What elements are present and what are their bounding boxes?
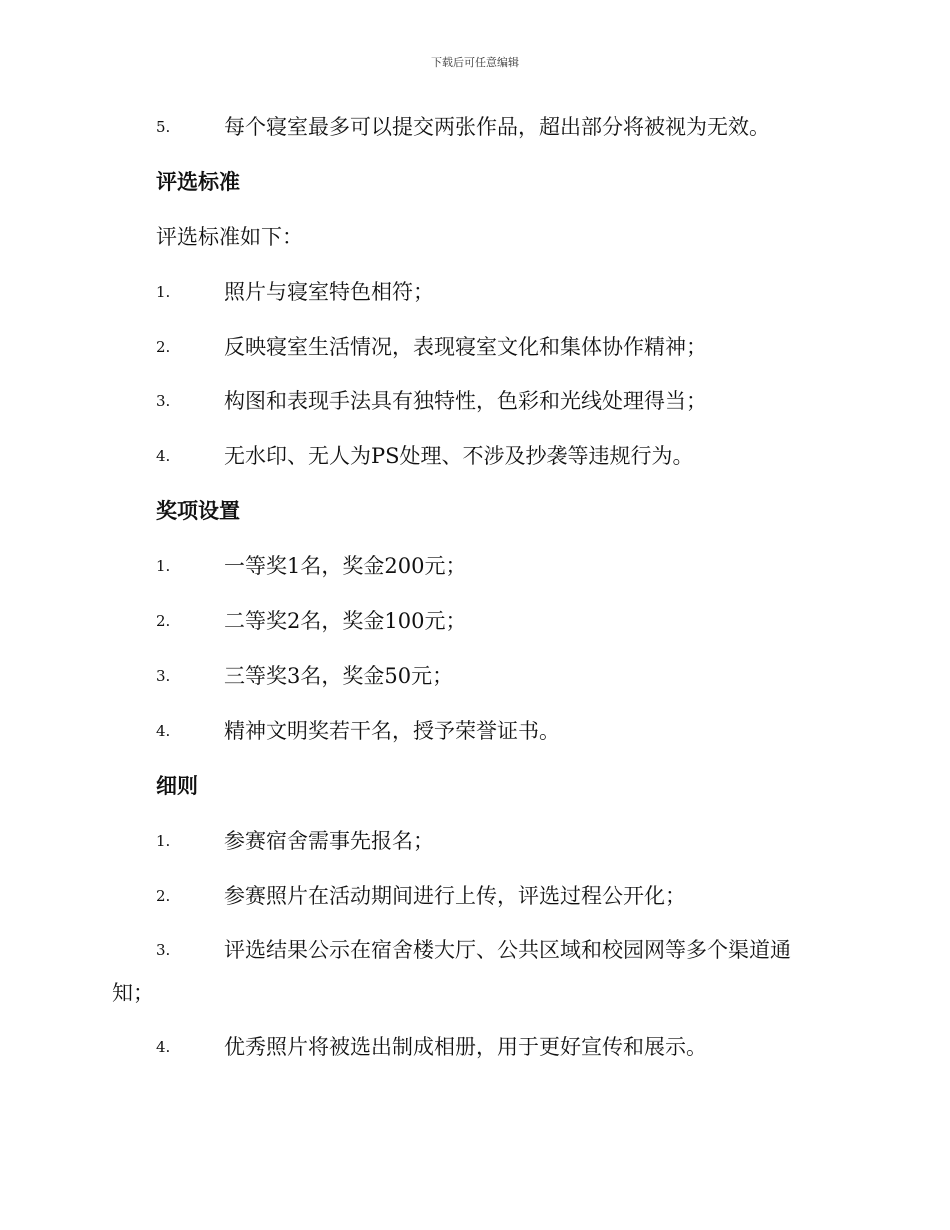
paragraph-text: 评选标准如下：	[156, 225, 303, 249]
list-item	[0, 1032, 950, 1062]
list-number: 4.	[156, 722, 171, 740]
list-text: 反映寝室生活情况，表现寝室文化和集体协作精神；	[224, 335, 707, 359]
list-text: 照片与寝室特色相符；	[224, 280, 434, 304]
list-text: 精神文明奖若干名，授予荣誉证书。	[224, 719, 560, 743]
list-text: 一等奖1名，奖金200元；	[224, 554, 467, 578]
list-item	[0, 935, 950, 965]
list-text: 参赛照片在活动期间进行上传，评选过程公开化；	[224, 884, 686, 908]
list-number: 2.	[156, 887, 171, 905]
list-item	[0, 826, 950, 856]
list-item-continuation	[0, 978, 950, 1008]
list-text: 构图和表现手法具有独特性，色彩和光线处理得当；	[224, 389, 707, 413]
list-item	[0, 606, 950, 636]
list-number: 3.	[156, 941, 171, 959]
list-item	[0, 112, 950, 142]
list-number: 2.	[156, 338, 171, 356]
heading-text: 评选标准	[156, 169, 240, 194]
list-number: 3.	[156, 667, 171, 685]
section-heading-criteria	[0, 167, 950, 197]
section-heading-awards	[0, 496, 950, 526]
list-item	[0, 661, 950, 691]
criteria-intro	[0, 222, 950, 252]
list-text: 评选结果公示在宿舍楼大厅、公共区域和校园网等多个渠道通	[224, 938, 791, 962]
list-text: 二等奖2名，奖金100元；	[224, 609, 467, 633]
section-heading-details	[0, 771, 950, 801]
list-item	[0, 881, 950, 911]
page-header: 下载后可任意编辑	[431, 56, 519, 69]
list-text-continuation: 知；	[112, 981, 154, 1005]
list-number: 4.	[156, 447, 171, 465]
list-item	[0, 716, 950, 746]
list-item	[0, 386, 950, 416]
list-number: 1.	[156, 832, 171, 850]
list-item	[0, 441, 950, 471]
list-number: 2.	[156, 612, 171, 630]
list-text: 每个寝室最多可以提交两张作品，超出部分将被视为无效。	[224, 115, 770, 139]
list-number: 1.	[156, 283, 171, 301]
list-text: 参赛宿舍需事先报名；	[224, 829, 434, 853]
list-item	[0, 332, 950, 362]
list-item	[0, 551, 950, 581]
list-number: 3.	[156, 392, 171, 410]
list-text: 优秀照片将被选出制成相册，用于更好宣传和展示。	[224, 1035, 707, 1059]
list-number: 5.	[156, 118, 171, 136]
list-text: 三等奖3名，奖金50元；	[224, 664, 454, 688]
heading-text: 奖项设置	[156, 498, 240, 523]
heading-text: 细则	[156, 773, 198, 798]
list-number: 1.	[156, 557, 171, 575]
list-item	[0, 277, 950, 307]
list-number: 4.	[156, 1038, 171, 1056]
list-text: 无水印、无人为PS处理、不涉及抄袭等违规行为。	[224, 444, 694, 468]
